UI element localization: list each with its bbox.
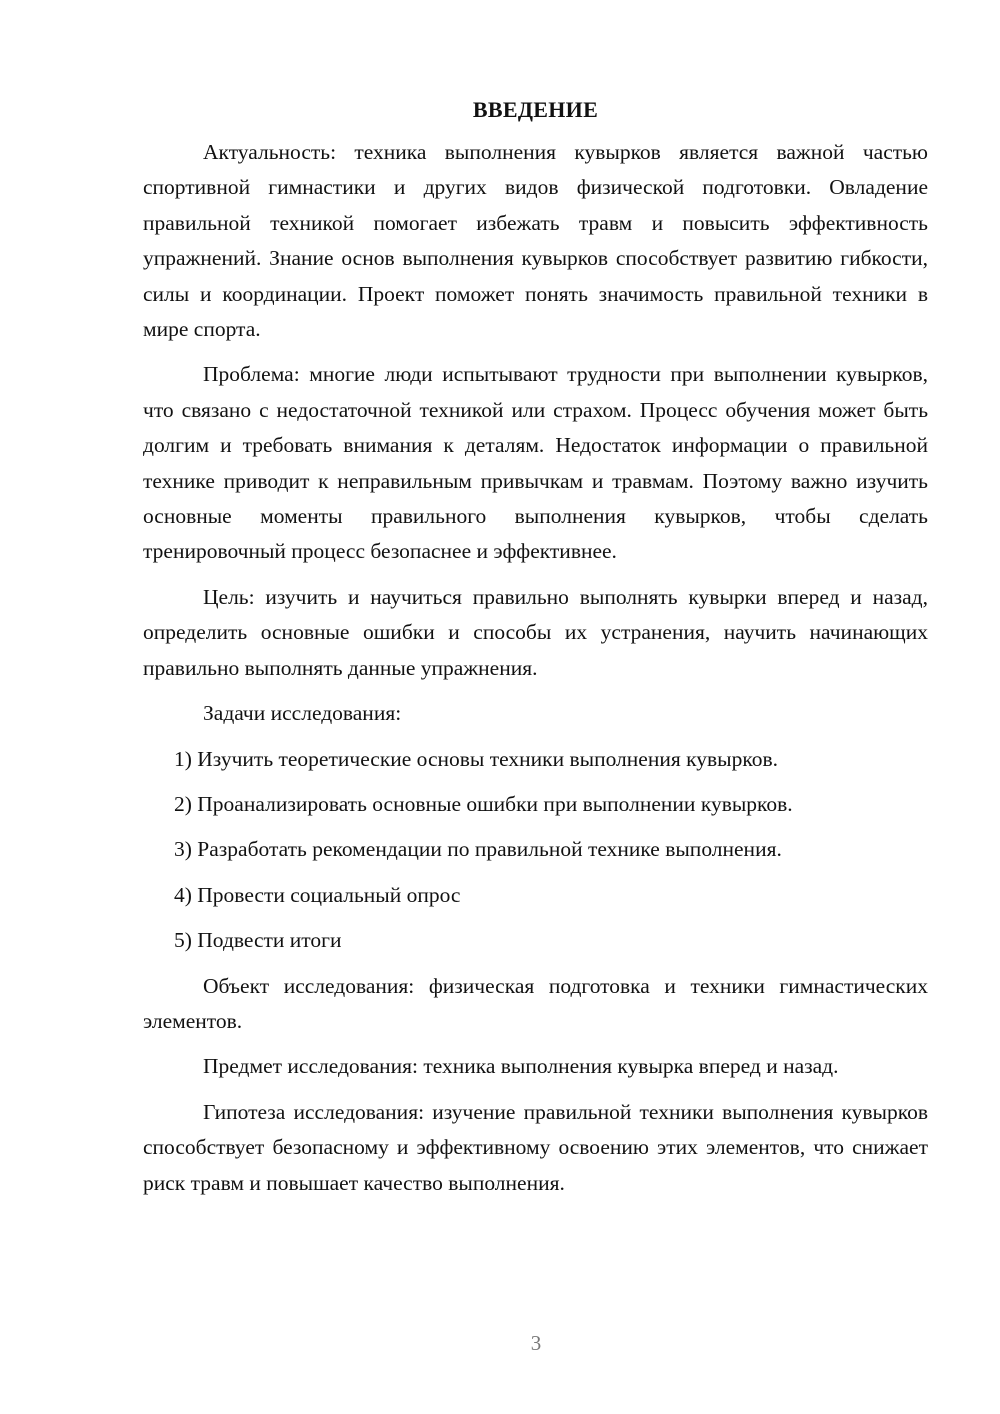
page-content [143, 94, 928, 1201]
paragraph-object: Объект исследования: физическая подготовка и техники гимнастических элементов. [143, 973, 928, 1033]
task-item-5: 5) Подвести итоги [174, 928, 342, 953]
paragraph-subject: Предмет исследования: техника выполнения кувырка вперед и назад. [203, 1054, 839, 1079]
tasks-heading: Задачи исследования: [203, 701, 402, 726]
paragraph-goal: Цель: изучить и научиться правильно выполнять кувырки вперед и назад, определить основные ошибки и способы их устранения, научить начинающих правильно выполнять данные упражнения. [143, 584, 928, 680]
section-title: ВВЕДЕНИЕ [472, 97, 599, 122]
task-item-2: 2) Проанализировать основные ошибки при выполнении кувырков. [174, 791, 793, 816]
task-item-1: 1) Изучить теоретические основы техники выполнения кувырков. [174, 746, 778, 771]
task-item-3: 3) Разработать рекомендации по правильной технике выполнения. [174, 837, 782, 862]
paragraph-relevance: Актуальность: техника выполнения кувырков является важной частью спортивной гимнастики и других видов физической подготовки. Овладение правильной техникой помогает избежать травм и повысить эффективность упражнений. Знание основ выполнения кувырков способствует развитию гибкости, силы и координации. Проект поможет понять значимость правильной техники в мире спорта. [143, 140, 928, 342]
task-item-4: 4) Провести социальный опрос [174, 882, 461, 907]
paragraph-problem: Проблема: многие люди испытывают трудности при выполнении кувырков, что связано с недостаточной техникой или страхом. Процесс обучения может быть долгим и требовать внимания к деталям. Недостаток информации о правильной технике приводит к неправильным привычкам и травмам. Поэтому важно изучить основные моменты правильного выполнения кувырков, чтобы сделать тренировочный процесс безопаснее и эффективнее. [143, 362, 928, 564]
paragraph-hypothesis: Гипотеза исследования: изучение правильной техники выполнения кувырков способствует безопасному и эффективному освоению этих элементов, что снижает риск травм и повышает качество выполнения. [143, 1099, 928, 1195]
page-number: 3 [530, 1331, 542, 1355]
